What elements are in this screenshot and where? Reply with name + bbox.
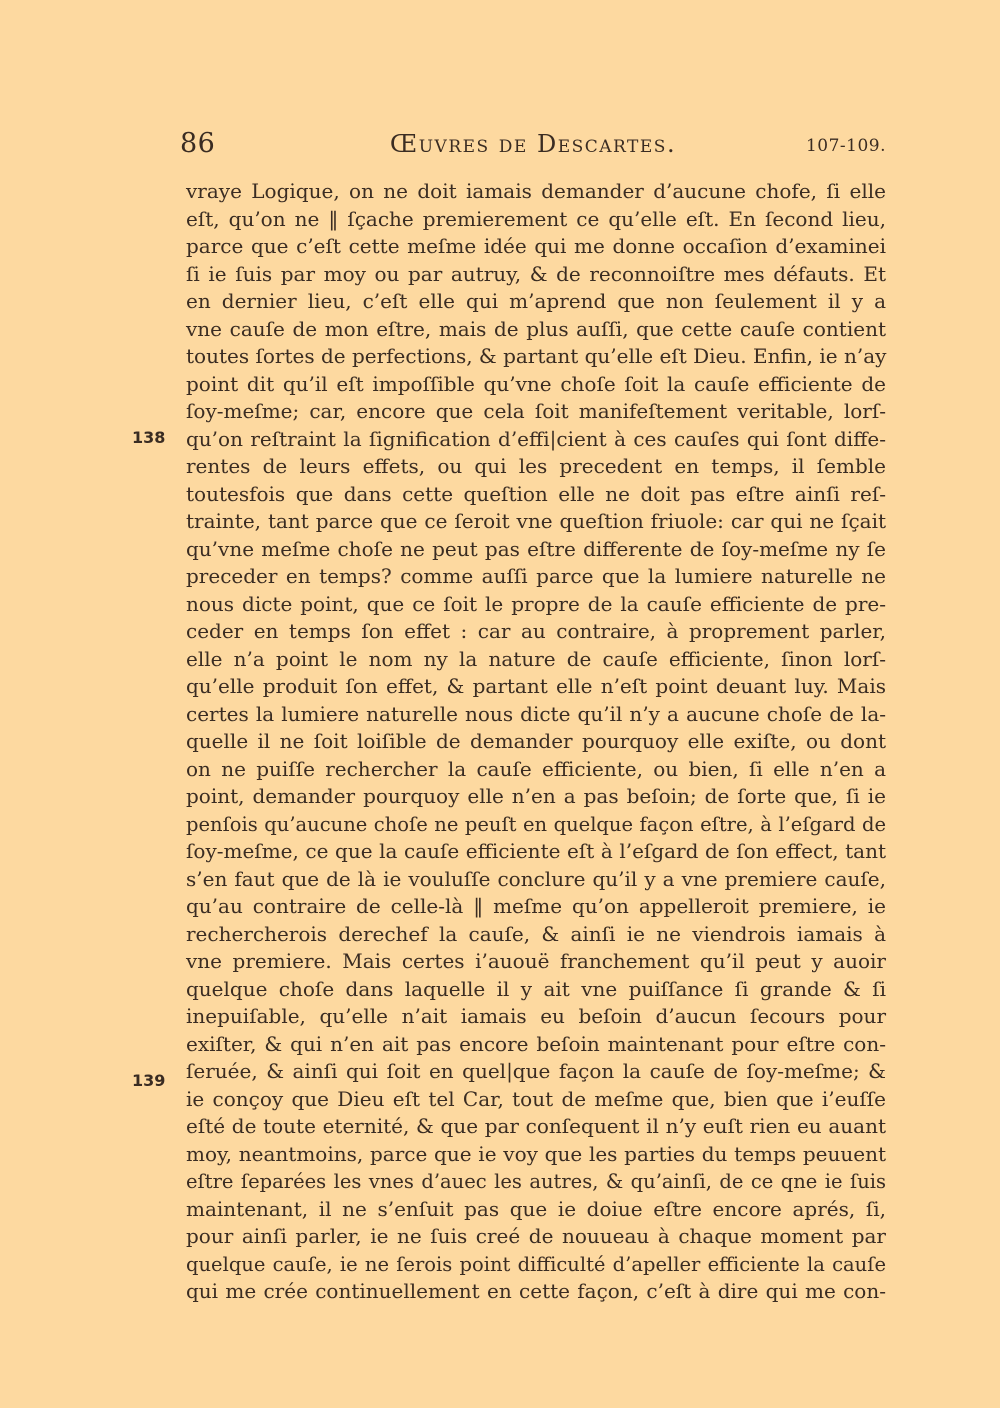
text-line: toutes ſortes de perfections, & partant qu’elle eſt Dieu. Enfin, ie n’ay	[186, 344, 887, 368]
text-line: elle n’a point le nom ny la nature de cauſe efficiente, ſinon lorſ-	[186, 646, 886, 671]
text-body	[186, 178, 886, 1306]
page-range: 107-109.	[805, 136, 886, 156]
text-line: on ne puiſſe rechercher la cauſe efficiente, ou bien, ſi elle n’en a	[186, 756, 886, 781]
text-line: maintenant, il ne s’enſuit pas que ie doiue eſtre encore aprés, ſi,	[186, 1196, 886, 1221]
text-line: qu’vne meſme choſe ne peut pas eſtre differente de ſoy-meſme ny ſe	[186, 536, 886, 561]
text-line: ſoy-meſme, ce que la cauſe efficiente eſt à l’eſgard de ſon effect, tant	[186, 839, 886, 863]
text-line: quelque cauſe, ie ne ſerois point difficulté d’apeller efficiente la cauſe	[186, 1252, 886, 1276]
text-line: qui me crée continuellement en cette façon, c’eſt à dire qui me con-	[186, 1279, 886, 1303]
text-line: pour ainſi parler, ie ne ſuis creé de nouueau à chaque moment par	[186, 1224, 886, 1248]
text-line: exiſter, & qui n’en ait pas encore beſoin maintenant pour eſtre con-	[186, 1031, 886, 1056]
margin-ref-138: 138	[132, 428, 166, 447]
text-line: quelque choſe dans laquelle il y ait vne puiſſance ſi grande & ſi	[186, 976, 886, 1001]
page-header	[180, 128, 886, 164]
text-line: penſois qu’aucune choſe ne peuſt en quelque façon eſtre, à l’eſgard de	[186, 812, 886, 836]
page-number: 86	[180, 128, 216, 159]
text-line: vne cauſe de mon eſtre, mais de plus auſſi, que cette cauſe contient	[186, 316, 886, 341]
text-line: point, demander pourquoy elle n’en a pas beſoin; de ſorte que, ſi ie	[186, 784, 886, 808]
text-line: en dernier lieu, c’eſt elle qui m’aprend que non ſeulement il y a	[186, 289, 886, 313]
text-line: parce que c’eſt cette meſme idée qui me donne occaſion d’examinei	[186, 234, 886, 258]
margin-ref-139: 139	[132, 1071, 166, 1090]
text-line: rechercherois derechef la cauſe, & ainſi ie ne viendrois iamais à	[186, 921, 886, 946]
text-line: ceder en temps ſon effet : car au contraire, à proprement parler,	[186, 619, 886, 643]
text-line: quelle il ne ſoit loiſible de demander pourquoy elle exiſte, ou dont	[186, 729, 886, 753]
text-line: qu’elle produit ſon effet, & partant elle n’eſt point deuant luy. Mais	[186, 674, 886, 698]
text-line: qu’au contraire de celle-là ‖ meſme qu’on appelleroit premiere, ie	[186, 894, 886, 918]
text-line: moy, neantmoins, parce que ie voy que les parties du temps peuuent	[186, 1141, 886, 1166]
text-line: vraye Logique, on ne doit iamais demander d’aucune chofe, ſi elle	[186, 179, 886, 203]
running-title: Œuvres de Descartes.	[389, 130, 677, 158]
text-line: nous dicte point, que ce ſoit le propre de la cauſe efficiente de pre-	[186, 591, 886, 616]
text-line: preceder en temps? comme auſſi parce que la lumiere naturelle ne	[186, 564, 886, 588]
text-line: rentes de leurs effets, ou qui les precedent en temps, il ſemble	[186, 454, 886, 478]
text-line: vne premiere. Mais certes i’auouë franchement qu’il peut y auoir	[186, 949, 886, 973]
text-line: inepuiſable, qu’elle n’ait iamais eu beſoin d’aucun ſecours pour	[186, 1004, 886, 1028]
text-line: certes la lumiere naturelle nous dicte qu’il n’y a aucune choſe de la-	[186, 701, 886, 726]
text-line: ie conçoy que Dieu eſt tel Car, tout de meſme que, bien que i’euſſe	[186, 1086, 886, 1111]
text-line: ſeruée, & ainſi qui ſoit en quel|que façon la cauſe de ſoy-meſme; &	[186, 1059, 886, 1083]
text-line: toutesfois que dans cette queſtion elle ne doit pas eſtre ainſi reſ-	[186, 481, 886, 506]
text-line: trainte, tant parce que ce ſeroit vne queſtion friuole: car qui ne ſçait	[186, 509, 886, 533]
text-line: qu’on reſtraint la ſignification d’effi|cient à ces cauſes qui ſont diffe-	[186, 426, 886, 451]
text-line: eſt, qu’on ne ‖ ſçache premierement ce qu’elle eſt. En ſecond lieu,	[186, 206, 886, 231]
text-line: s’en faut que de là ie vouluſſe conclure qu’il y a vne premiere cauſe,	[186, 866, 886, 891]
text-line: eſté de toute eternité, & que par conſequent il n’y euſt rien eu auant	[186, 1114, 886, 1138]
text-line: ſoy-meſme; car, encore que cela ſoit manifeſtement veritable, lorſ-	[186, 399, 886, 423]
text-line: eſtre ſeparées les vnes d’auec les autres, & qu’ainſi, de ce qne ie ſuis	[186, 1170, 886, 1193]
text-line: point dit qu’il eſt impoſſible qu’vne choſe ſoit la cauſe efficiente de	[186, 371, 886, 396]
text-line: ſi ie ſuis par moy ou par autruy, & de reconnoiſtre mes défauts. Et	[186, 261, 886, 286]
